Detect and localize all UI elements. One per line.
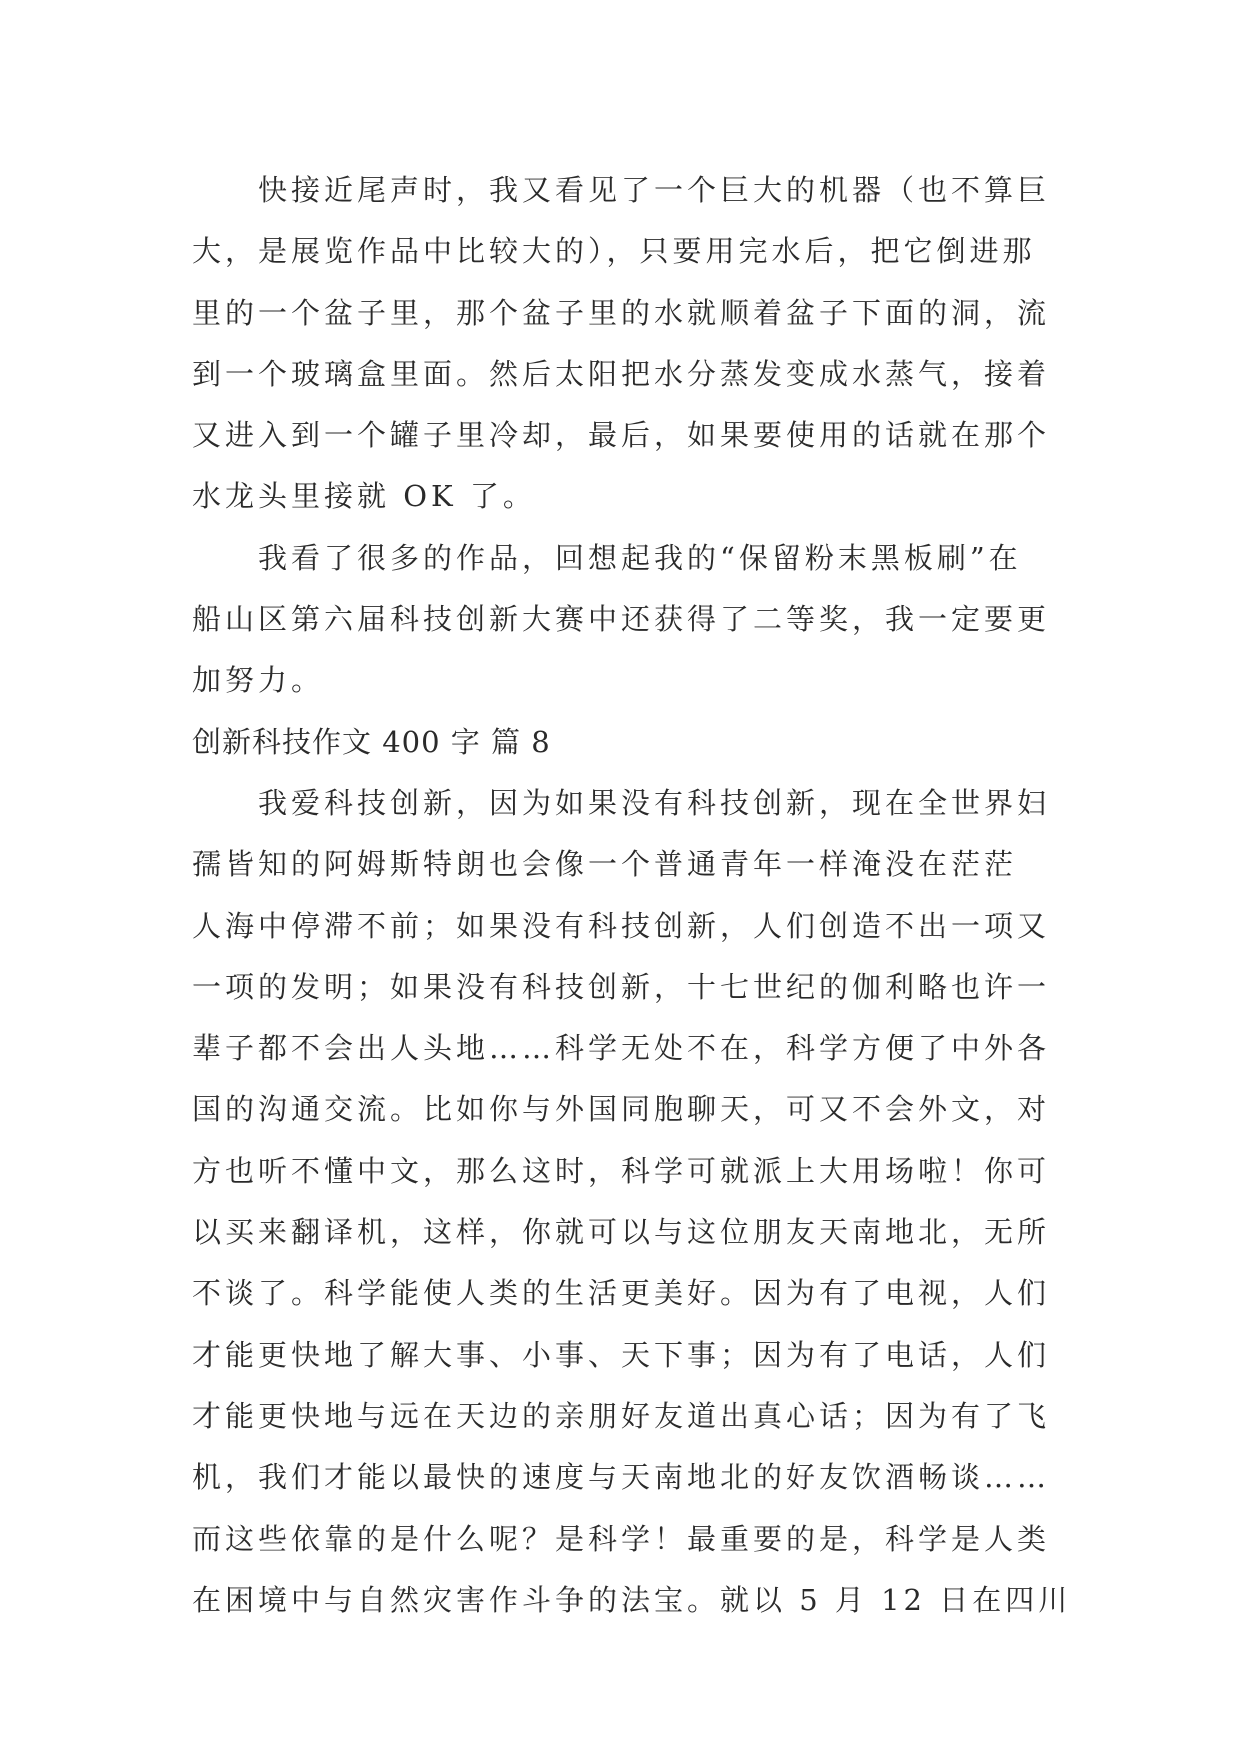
- text-line: 在困境中与自然灾害作斗争的法宝。就以 5 月 12 日在四川: [192, 1582, 1072, 1617]
- paragraph-exhibit-machine: [192, 160, 1050, 528]
- text-line: 我看了很多的作品，回想起我的“保留粉末黑板刷”在: [258, 540, 1022, 575]
- paragraph-award: [192, 528, 1050, 712]
- text-line: 一项的发明；如果没有科技创新，十七世纪的伽利略也许一: [192, 969, 1051, 1004]
- text-line: 国的沟通交流。比如你与外国同胞聊天，可又不会外文，对: [192, 1092, 1051, 1127]
- section-heading-text: 创新科技作文 400 字 篇 8: [192, 724, 551, 759]
- text-line: 大，是展览作品中比较大的），只要用完水后，把它倒进那: [192, 234, 1036, 269]
- text-line: 而这些依靠的是什么呢？是科学！最重要的是，科学是人类: [192, 1521, 1051, 1556]
- text-line: 才能更快地了解大事、小事、天下事；因为有了电话，人们: [192, 1337, 1051, 1372]
- text-line: 水龙头里接就 OK 了。: [192, 479, 536, 514]
- text-line: 船山区第六届科技创新大赛中还获得了二等奖，我一定要更: [192, 602, 1051, 637]
- text-line: 里的一个盆子里，那个盆子里的水就顺着盆子下面的洞，流: [192, 295, 1051, 330]
- text-line: 不谈了。科学能使人类的生活更美好。因为有了电视，人们: [192, 1276, 1051, 1311]
- text-line: 辈子都不会出人头地……科学无处不在，科学方便了中外各: [192, 1031, 1051, 1066]
- text-line: 孺皆知的阿姆斯特朗也会像一个普通青年一样淹没在茫茫: [192, 847, 1018, 882]
- text-line: 以买来翻译机，这样，你就可以与这位朋友天南地北，无所: [192, 1215, 1051, 1250]
- text-line: 人海中停滞不前；如果没有科技创新，人们创造不出一项又: [192, 908, 1051, 943]
- text-line: 才能更快地与远在天边的亲朋好友道出真心话；因为有了飞: [192, 1398, 1051, 1433]
- paragraph-love-innovation: [192, 773, 1072, 1631]
- document-body: [192, 160, 1072, 1631]
- text-line: 又进入到一个罐子里冷却，最后，如果要使用的话就在那个: [192, 418, 1051, 453]
- text-line: 我爱科技创新，因为如果没有科技创新，现在全世界妇: [258, 785, 1051, 820]
- text-line: 快接近尾声时，我又看见了一个巨大的机器（也不算巨: [258, 173, 1051, 207]
- text-line: 加努力。: [192, 663, 325, 698]
- text-line: 方也听不懂中文，那么这时，科学可就派上大用场啦！你可: [192, 1153, 1051, 1188]
- text-line: 到一个玻璃盒里面。然后太阳把水分蒸发变成水蒸气，接着: [192, 356, 1051, 391]
- section-heading: [192, 712, 1050, 773]
- text-line: 机，我们才能以最快的速度与天南地北的好友饮酒畅谈……: [192, 1460, 1051, 1495]
